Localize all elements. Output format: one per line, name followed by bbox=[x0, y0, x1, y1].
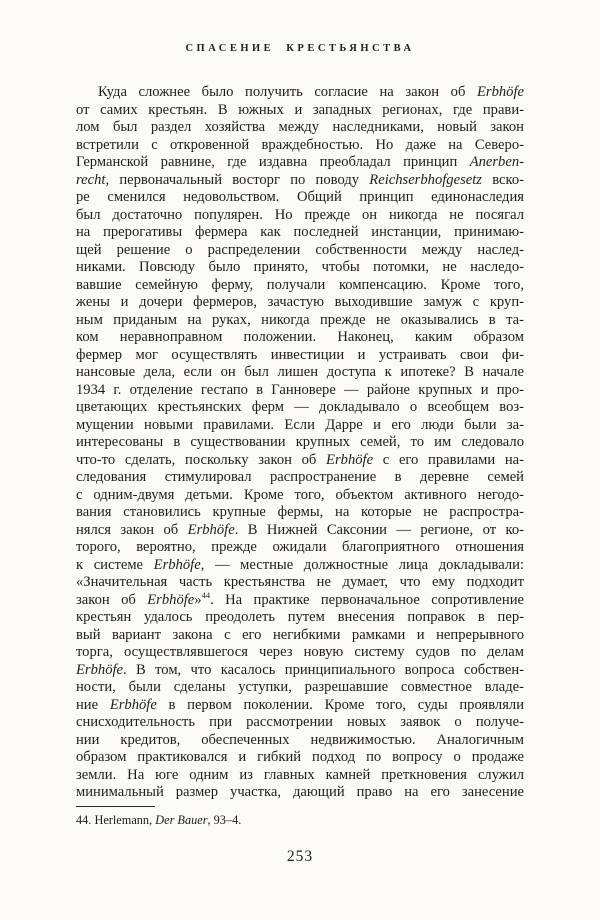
text-line bbox=[76, 767, 524, 785]
text-segment: вания становились крупные фермы, на которые не распростра- bbox=[76, 504, 524, 520]
text-line bbox=[76, 644, 524, 662]
text-line bbox=[76, 172, 524, 190]
text-line bbox=[76, 382, 524, 400]
text-segment: цветающих крестьянских ферм — докладывало о всеобщем воз- bbox=[76, 399, 524, 415]
text-line bbox=[76, 784, 524, 802]
text-segment: , первоначальный восторг по поводу bbox=[105, 171, 370, 188]
text-line bbox=[76, 609, 524, 627]
text-segment: «Значительная часть крестьянства не думает, что ему подходит bbox=[76, 574, 524, 590]
text-line bbox=[76, 137, 524, 155]
text-segment: образом практиковался и гибкий подход по вопросу о продаже bbox=[76, 749, 524, 765]
text-segment: вавшие семейную ферму, получали компенсацию. Кроме того, bbox=[76, 276, 524, 293]
text-line bbox=[76, 434, 524, 452]
text-segment: . На практике первоначальное сопротивление bbox=[210, 591, 524, 608]
text-segment: был достаточно популярен. Но прежде он никогда не посягал bbox=[76, 206, 524, 223]
text-line bbox=[76, 557, 524, 575]
italic-term: Erbhöfe bbox=[153, 556, 201, 573]
italic-term: Erbhöfe bbox=[147, 591, 195, 608]
text-line bbox=[76, 714, 524, 732]
text-line bbox=[76, 329, 524, 347]
text-segment: вый вариант закона с его негибкими рамками и непрерывного bbox=[76, 626, 524, 643]
text-segment: снисходительность при рассмотрении новых заявок о получе- bbox=[76, 714, 524, 730]
text-line bbox=[76, 259, 524, 277]
text-segment: следования стимулировал распространение в деревне семей bbox=[76, 469, 524, 485]
text-line bbox=[76, 224, 524, 242]
text-segment: с его правилами на- bbox=[373, 451, 524, 468]
text-segment: . В Нижней Саксонии — регионе, от ко- bbox=[234, 521, 524, 538]
italic-term: Reichserbhofgesetz bbox=[369, 171, 482, 188]
text-line bbox=[76, 504, 524, 522]
text-line bbox=[76, 679, 524, 697]
text-segment: 1934 г. отделение гестапо в Ганновере — районе крупных и про- bbox=[76, 381, 524, 398]
text-segment: к системе bbox=[76, 556, 154, 573]
text-segment: , 93–4. bbox=[207, 813, 242, 827]
text-segment: закон об bbox=[76, 591, 148, 608]
text-line bbox=[76, 189, 524, 207]
text-line bbox=[76, 294, 524, 312]
text-line bbox=[76, 154, 524, 172]
text-line bbox=[76, 522, 524, 540]
italic-term: Erbhöfe bbox=[187, 521, 235, 538]
italic-term: recht bbox=[76, 171, 106, 188]
italic-term: Erbhöfe bbox=[326, 451, 374, 468]
text-segment: ным приданым на руках, никогда прежде не оказывались в та- bbox=[76, 311, 524, 328]
text-line bbox=[76, 452, 524, 470]
italic-term: Erbhöfe bbox=[76, 661, 124, 678]
footnote-text bbox=[76, 813, 524, 828]
text-segment: в первом поколении. Кроме того, суды проявляли bbox=[156, 696, 524, 713]
text-segment: жены и дочери фермеров, зачастую выходившие замуж с круп- bbox=[76, 294, 524, 310]
text-segment: , — местные должностные лица докладывали: bbox=[200, 556, 524, 573]
text-segment: нии кредитов, обеспеченных недвижимостью. Аналогичным bbox=[76, 731, 524, 748]
text-segment: крестьян удалось преодолеть путем внесения поправок в пер- bbox=[76, 609, 524, 625]
footnote-separator-rule bbox=[76, 806, 155, 807]
text-segment: фермер мог осуществлять инвестиции и устраивать свои фи- bbox=[76, 346, 524, 363]
text-segment: земли. На юге одним из главных камней преткновения служил bbox=[76, 766, 524, 783]
text-segment: ре сменился недовольством. Общий принцип единонаследия bbox=[76, 189, 524, 205]
text-segment: ком неравноправном положении. Наконец, каким образом bbox=[76, 329, 524, 345]
text-segment: щей решение о распределении собственности между наслед- bbox=[76, 241, 524, 258]
text-segment: » bbox=[194, 591, 202, 608]
body-text bbox=[76, 84, 524, 802]
text-line bbox=[76, 574, 524, 592]
text-line bbox=[76, 102, 524, 120]
text-segment: интересованы в существовании крупных семей, то им следовало bbox=[76, 434, 524, 450]
text-segment: 44. Herlemann, bbox=[76, 813, 156, 827]
text-line bbox=[76, 399, 524, 417]
text-segment: нялся закон об bbox=[76, 521, 188, 538]
text-segment: с одним-двумя детьми. Кроме того, объектом активного негодо- bbox=[76, 486, 524, 503]
text-segment: встретили с откровенной враждебностью. Но даже на Северо- bbox=[76, 136, 524, 153]
text-segment: торга, осуществлявшегося через новую систему судов по делам bbox=[76, 644, 524, 660]
italic-term: Anerben- bbox=[469, 154, 524, 170]
text-segment: Германской равнине, где издавна преобладал принцип bbox=[76, 154, 470, 170]
text-line bbox=[76, 732, 524, 750]
text-line bbox=[76, 312, 524, 330]
text-line bbox=[76, 697, 524, 715]
text-line bbox=[76, 207, 524, 225]
text-line bbox=[76, 539, 524, 557]
text-line bbox=[76, 84, 524, 102]
text-segment: лом был раздел хозяйства между наследниками, новый закон bbox=[76, 119, 524, 135]
italic-term: Der Bauer bbox=[155, 813, 208, 827]
text-line bbox=[76, 347, 524, 365]
text-segment: от самих крестьян. В южных и западных регионах, где прави- bbox=[76, 101, 524, 118]
text-line bbox=[76, 662, 524, 680]
text-line bbox=[76, 364, 524, 382]
page-number: 253 bbox=[286, 848, 314, 865]
text-line bbox=[76, 469, 524, 487]
text-segment: минимальный размер участка, дающий право на его занесение bbox=[76, 784, 524, 800]
text-segment: нансовые дела, если он был лишен доступа к ипотеке? В начале bbox=[76, 364, 524, 380]
text-segment: что-то сделать, поскольку закон об bbox=[76, 451, 327, 468]
text-line bbox=[76, 627, 524, 645]
text-segment: Куда сложнее было получить согласие на закон об bbox=[98, 84, 477, 100]
text-segment: ности, были сделаны уступки, разрешавшие совместное владе- bbox=[76, 679, 524, 695]
text-segment: вско- bbox=[481, 171, 524, 188]
text-segment: никами. Повсюду было принято, чтобы потомки, не наследо- bbox=[76, 259, 524, 275]
footnote-marker: 44 bbox=[201, 591, 211, 600]
text-segment: торого, вероятно, прежде ожидали благоприятного отношения bbox=[76, 539, 524, 555]
text-segment: . В том, что касалось принципиального вопроса собствен- bbox=[123, 661, 524, 678]
text-line bbox=[76, 417, 524, 435]
text-segment: на прерогативы фермера как последней инстанции, принимаю- bbox=[76, 224, 524, 240]
text-segment: ние bbox=[76, 696, 110, 713]
text-line bbox=[76, 487, 524, 505]
italic-term: Erbhöfe bbox=[476, 84, 524, 100]
text-line bbox=[76, 119, 524, 137]
text-line bbox=[76, 592, 524, 610]
italic-term: Erbhöfe bbox=[109, 696, 157, 713]
text-line bbox=[76, 749, 524, 767]
text-line bbox=[76, 277, 524, 295]
running-header: СПАСЕНИЕ КРЕСТЬЯНСТВА bbox=[185, 43, 415, 54]
text-segment: мущении новыми правилами. Если Дарре и его люди были за- bbox=[76, 416, 524, 433]
text-line bbox=[76, 242, 524, 260]
